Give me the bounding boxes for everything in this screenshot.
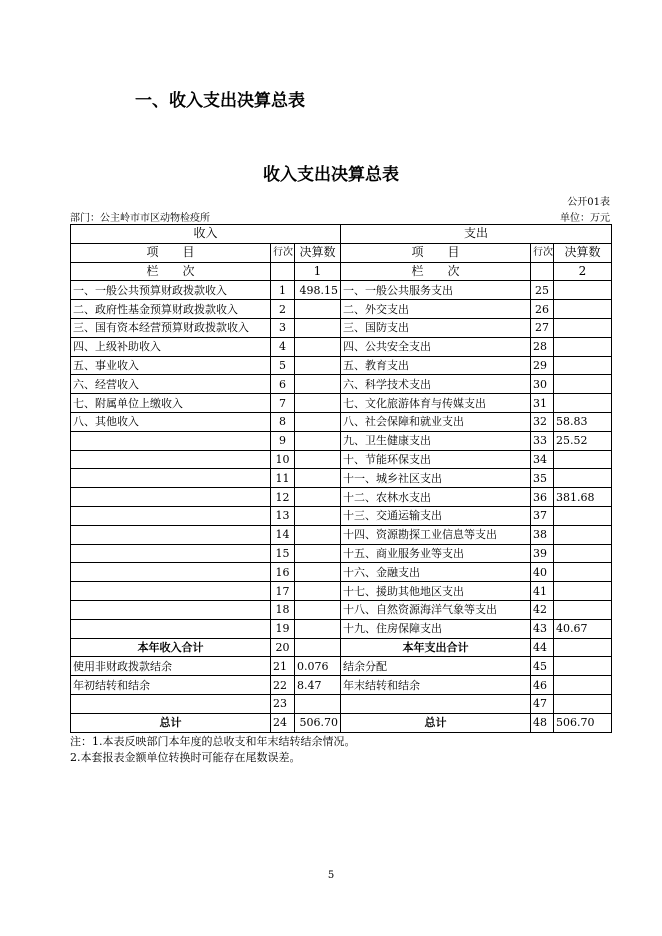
expense-amount: [554, 544, 612, 563]
table-row: [71, 318, 612, 337]
income-item: 三、国有资本经营预算财政拨款收入: [71, 318, 271, 337]
expense-amount: [554, 638, 612, 657]
expense-item: 七、文化旅游体育与传媒支出: [341, 394, 531, 413]
income-header: 收入: [71, 225, 341, 244]
income-amount: [295, 582, 341, 601]
expense-row-no: 44: [531, 638, 554, 657]
income-item: [71, 469, 271, 488]
expense-amount: [554, 394, 612, 413]
income-row-no: 7: [271, 394, 295, 413]
expense-row-no: 26: [531, 300, 554, 319]
income-row-no: 17: [271, 582, 295, 601]
table-row: [71, 563, 612, 582]
expense-header: 支出: [341, 225, 612, 244]
income-row-no: 10: [271, 450, 295, 469]
income-amount: 0.076: [295, 657, 341, 676]
income-item: [71, 694, 271, 713]
expense-item: 十一、城乡社区支出: [341, 469, 531, 488]
income-amount: [295, 450, 341, 469]
expense-amount: [554, 563, 612, 582]
table-row: [71, 676, 612, 695]
expense-item: 十五、商业服务业等支出: [341, 544, 531, 563]
table-row: [71, 375, 612, 394]
income-item: [71, 450, 271, 469]
table-row: [71, 450, 612, 469]
income-item: [71, 488, 271, 507]
income-item: 八、其他收入: [71, 412, 271, 431]
unit-label: 单位：万元: [560, 213, 610, 224]
table-row: [71, 412, 612, 431]
income-amount: [295, 563, 341, 582]
expense-amount: 25.52: [554, 431, 612, 450]
expense-amount: 506.70: [554, 713, 612, 732]
income-item: 本年收入合计: [71, 638, 271, 657]
expense-item: 二、外交支出: [341, 300, 531, 319]
expense-col-no: 2: [554, 262, 612, 281]
expense-amount: [554, 676, 612, 695]
page-number: 5: [327, 870, 335, 881]
expense-item: 十八、自然资源海洋气象等支出: [341, 600, 531, 619]
table-row: [71, 657, 612, 676]
income-col-no: 1: [295, 262, 341, 281]
table-row: [71, 431, 612, 450]
income-item: 五、事业收入: [71, 356, 271, 375]
table-row: [71, 619, 612, 638]
expense-row-no: 42: [531, 600, 554, 619]
table-row: [71, 600, 612, 619]
expense-row-no: 32: [531, 412, 554, 431]
expense-row-no: 36: [531, 488, 554, 507]
income-item: 使用非财政拨款结余: [71, 657, 271, 676]
table-row: [71, 488, 612, 507]
expense-item: 十二、农林水支出: [341, 488, 531, 507]
table-row: [71, 582, 612, 601]
income-item: 六、经营收入: [71, 375, 271, 394]
income-amount-header: 决算数: [295, 243, 341, 262]
expense-amount: 40.67: [554, 619, 612, 638]
expense-item: 十七、援助其他地区支出: [341, 582, 531, 601]
expense-row-no: 39: [531, 544, 554, 563]
income-item: 总计: [71, 713, 271, 732]
expense-item: 本年支出合计: [341, 638, 531, 657]
income-row-no: 15: [271, 544, 295, 563]
expense-item: 一、一般公共服务支出: [341, 281, 531, 300]
expense-row-no: 48: [531, 713, 554, 732]
income-amount: [295, 337, 341, 356]
expense-item: 四、公共安全支出: [341, 337, 531, 356]
table-row: [71, 356, 612, 375]
expense-item: [341, 694, 531, 713]
income-amount: [295, 506, 341, 525]
expense-amount-header: 决算数: [554, 243, 612, 262]
income-amount: [295, 318, 341, 337]
income-amount: [295, 488, 341, 507]
expense-amount: [554, 318, 612, 337]
income-amount: [295, 619, 341, 638]
expense-amount: [554, 582, 612, 601]
income-item: 四、上级补助收入: [71, 337, 271, 356]
table-row: [71, 506, 612, 525]
income-row-no: 2: [271, 300, 295, 319]
expense-item: 六、科学技术支出: [341, 375, 531, 394]
income-amount: [295, 431, 341, 450]
table-row: [71, 337, 612, 356]
income-item-header: 项 目: [71, 243, 271, 262]
income-item: [71, 544, 271, 563]
expense-amount: [554, 337, 612, 356]
section-heading: 一、收入支出决算总表: [135, 91, 305, 111]
expense-amount: 381.68: [554, 488, 612, 507]
income-row-no: 13: [271, 506, 295, 525]
expense-row-no: 35: [531, 469, 554, 488]
income-amount: 506.70: [295, 713, 341, 732]
expense-item: 年末结转和结余: [341, 676, 531, 695]
income-row-no: 5: [271, 356, 295, 375]
income-row-no: 20: [271, 638, 295, 657]
expense-row-no: 27: [531, 318, 554, 337]
expense-amount: 58.83: [554, 412, 612, 431]
income-item: [71, 582, 271, 601]
expense-amount: [554, 600, 612, 619]
table-row: [71, 713, 612, 732]
income-item: [71, 600, 271, 619]
expense-amount: [554, 694, 612, 713]
expense-item: 十九、住房保障支出: [341, 619, 531, 638]
expense-row-no: 30: [531, 375, 554, 394]
income-row-no: 1: [271, 281, 295, 300]
income-amount: [295, 375, 341, 394]
expense-item: 五、教育支出: [341, 356, 531, 375]
table-row: [71, 694, 612, 713]
note-1: 注：1.本表反映部门本年度的总收支和年末结转结余情况。: [70, 735, 356, 748]
expense-rowno-header: 行次: [531, 243, 554, 262]
income-row-no: 12: [271, 488, 295, 507]
expense-amount: [554, 281, 612, 300]
table-row: [71, 394, 612, 413]
income-item: [71, 431, 271, 450]
expense-row-no: 25: [531, 281, 554, 300]
income-row-no: 8: [271, 412, 295, 431]
income-row-no: 23: [271, 694, 295, 713]
income-row-no: 16: [271, 563, 295, 582]
income-amount: [295, 638, 341, 657]
income-amount: [295, 694, 341, 713]
income-amount: [295, 525, 341, 544]
income-row-no: 9: [271, 431, 295, 450]
income-row-no: 14: [271, 525, 295, 544]
expense-row-no: 43: [531, 619, 554, 638]
expense-amount: [554, 469, 612, 488]
empty-cell: [531, 262, 554, 281]
expense-amount: [554, 375, 612, 394]
income-amount: 498.15: [295, 281, 341, 300]
expense-row-no: 31: [531, 394, 554, 413]
department-label: 部门：公主岭市市区动物检疫所: [70, 213, 210, 224]
expense-item: 十六、金融支出: [341, 563, 531, 582]
income-item: 年初结转和结余: [71, 676, 271, 695]
expense-row-no: 28: [531, 337, 554, 356]
expense-item: 十、节能环保支出: [341, 450, 531, 469]
expense-item: 十四、资源勘探工业信息等支出: [341, 525, 531, 544]
expense-item: 总计: [341, 713, 531, 732]
expense-row-no: 33: [531, 431, 554, 450]
income-amount: [295, 412, 341, 431]
income-item: 二、政府性基金预算财政拨款收入: [71, 300, 271, 319]
income-row-no: 21: [271, 657, 295, 676]
income-amount: [295, 600, 341, 619]
column-label: 栏 次: [71, 262, 271, 281]
income-rowno-header: 行次: [271, 243, 295, 262]
income-row-no: 3: [271, 318, 295, 337]
income-amount: 8.47: [295, 676, 341, 695]
table-title: 收入支出决算总表: [263, 165, 399, 185]
column-label: 栏 次: [341, 262, 531, 281]
income-row-no: 18: [271, 600, 295, 619]
income-row-no: 6: [271, 375, 295, 394]
expense-row-no: 41: [531, 582, 554, 601]
expense-amount: [554, 450, 612, 469]
income-row-no: 19: [271, 619, 295, 638]
income-row-no: 24: [271, 713, 295, 732]
income-expense-table: [70, 224, 612, 733]
income-item: [71, 619, 271, 638]
expense-item: 八、社会保障和就业支出: [341, 412, 531, 431]
expense-amount: [554, 657, 612, 676]
table-row: [71, 469, 612, 488]
empty-cell: [271, 262, 295, 281]
expense-row-no: 40: [531, 563, 554, 582]
expense-item: 结余分配: [341, 657, 531, 676]
income-row-no: 4: [271, 337, 295, 356]
income-row-no: 11: [271, 469, 295, 488]
income-amount: [295, 469, 341, 488]
income-row-no: 22: [271, 676, 295, 695]
income-amount: [295, 356, 341, 375]
table-row: [71, 281, 612, 300]
income-item: [71, 506, 271, 525]
notes: [70, 734, 356, 766]
expense-row-no: 29: [531, 356, 554, 375]
expense-row-no: 45: [531, 657, 554, 676]
income-amount: [295, 544, 341, 563]
note-2: 2.本套报表金额单位转换时可能存在尾数误差。: [70, 751, 301, 764]
expense-item: 三、国防支出: [341, 318, 531, 337]
expense-row-no: 46: [531, 676, 554, 695]
expense-item: 九、卫生健康支出: [341, 431, 531, 450]
form-code: 公开01表: [567, 197, 610, 208]
expense-row-no: 34: [531, 450, 554, 469]
expense-amount: [554, 356, 612, 375]
expense-amount: [554, 300, 612, 319]
table-row: [71, 525, 612, 544]
expense-item: 十三、交通运输支出: [341, 506, 531, 525]
expense-amount: [554, 525, 612, 544]
expense-row-no: 38: [531, 525, 554, 544]
expense-row-no: 37: [531, 506, 554, 525]
table-row: [71, 638, 612, 657]
expense-amount: [554, 506, 612, 525]
table-row: [71, 300, 612, 319]
expense-row-no: 47: [531, 694, 554, 713]
expense-item-header: 项 目: [341, 243, 531, 262]
income-item: [71, 525, 271, 544]
income-item: 七、附属单位上缴收入: [71, 394, 271, 413]
income-item: 一、一般公共预算财政拨款收入: [71, 281, 271, 300]
table-row: [71, 544, 612, 563]
income-amount: [295, 394, 341, 413]
income-amount: [295, 300, 341, 319]
income-item: [71, 563, 271, 582]
